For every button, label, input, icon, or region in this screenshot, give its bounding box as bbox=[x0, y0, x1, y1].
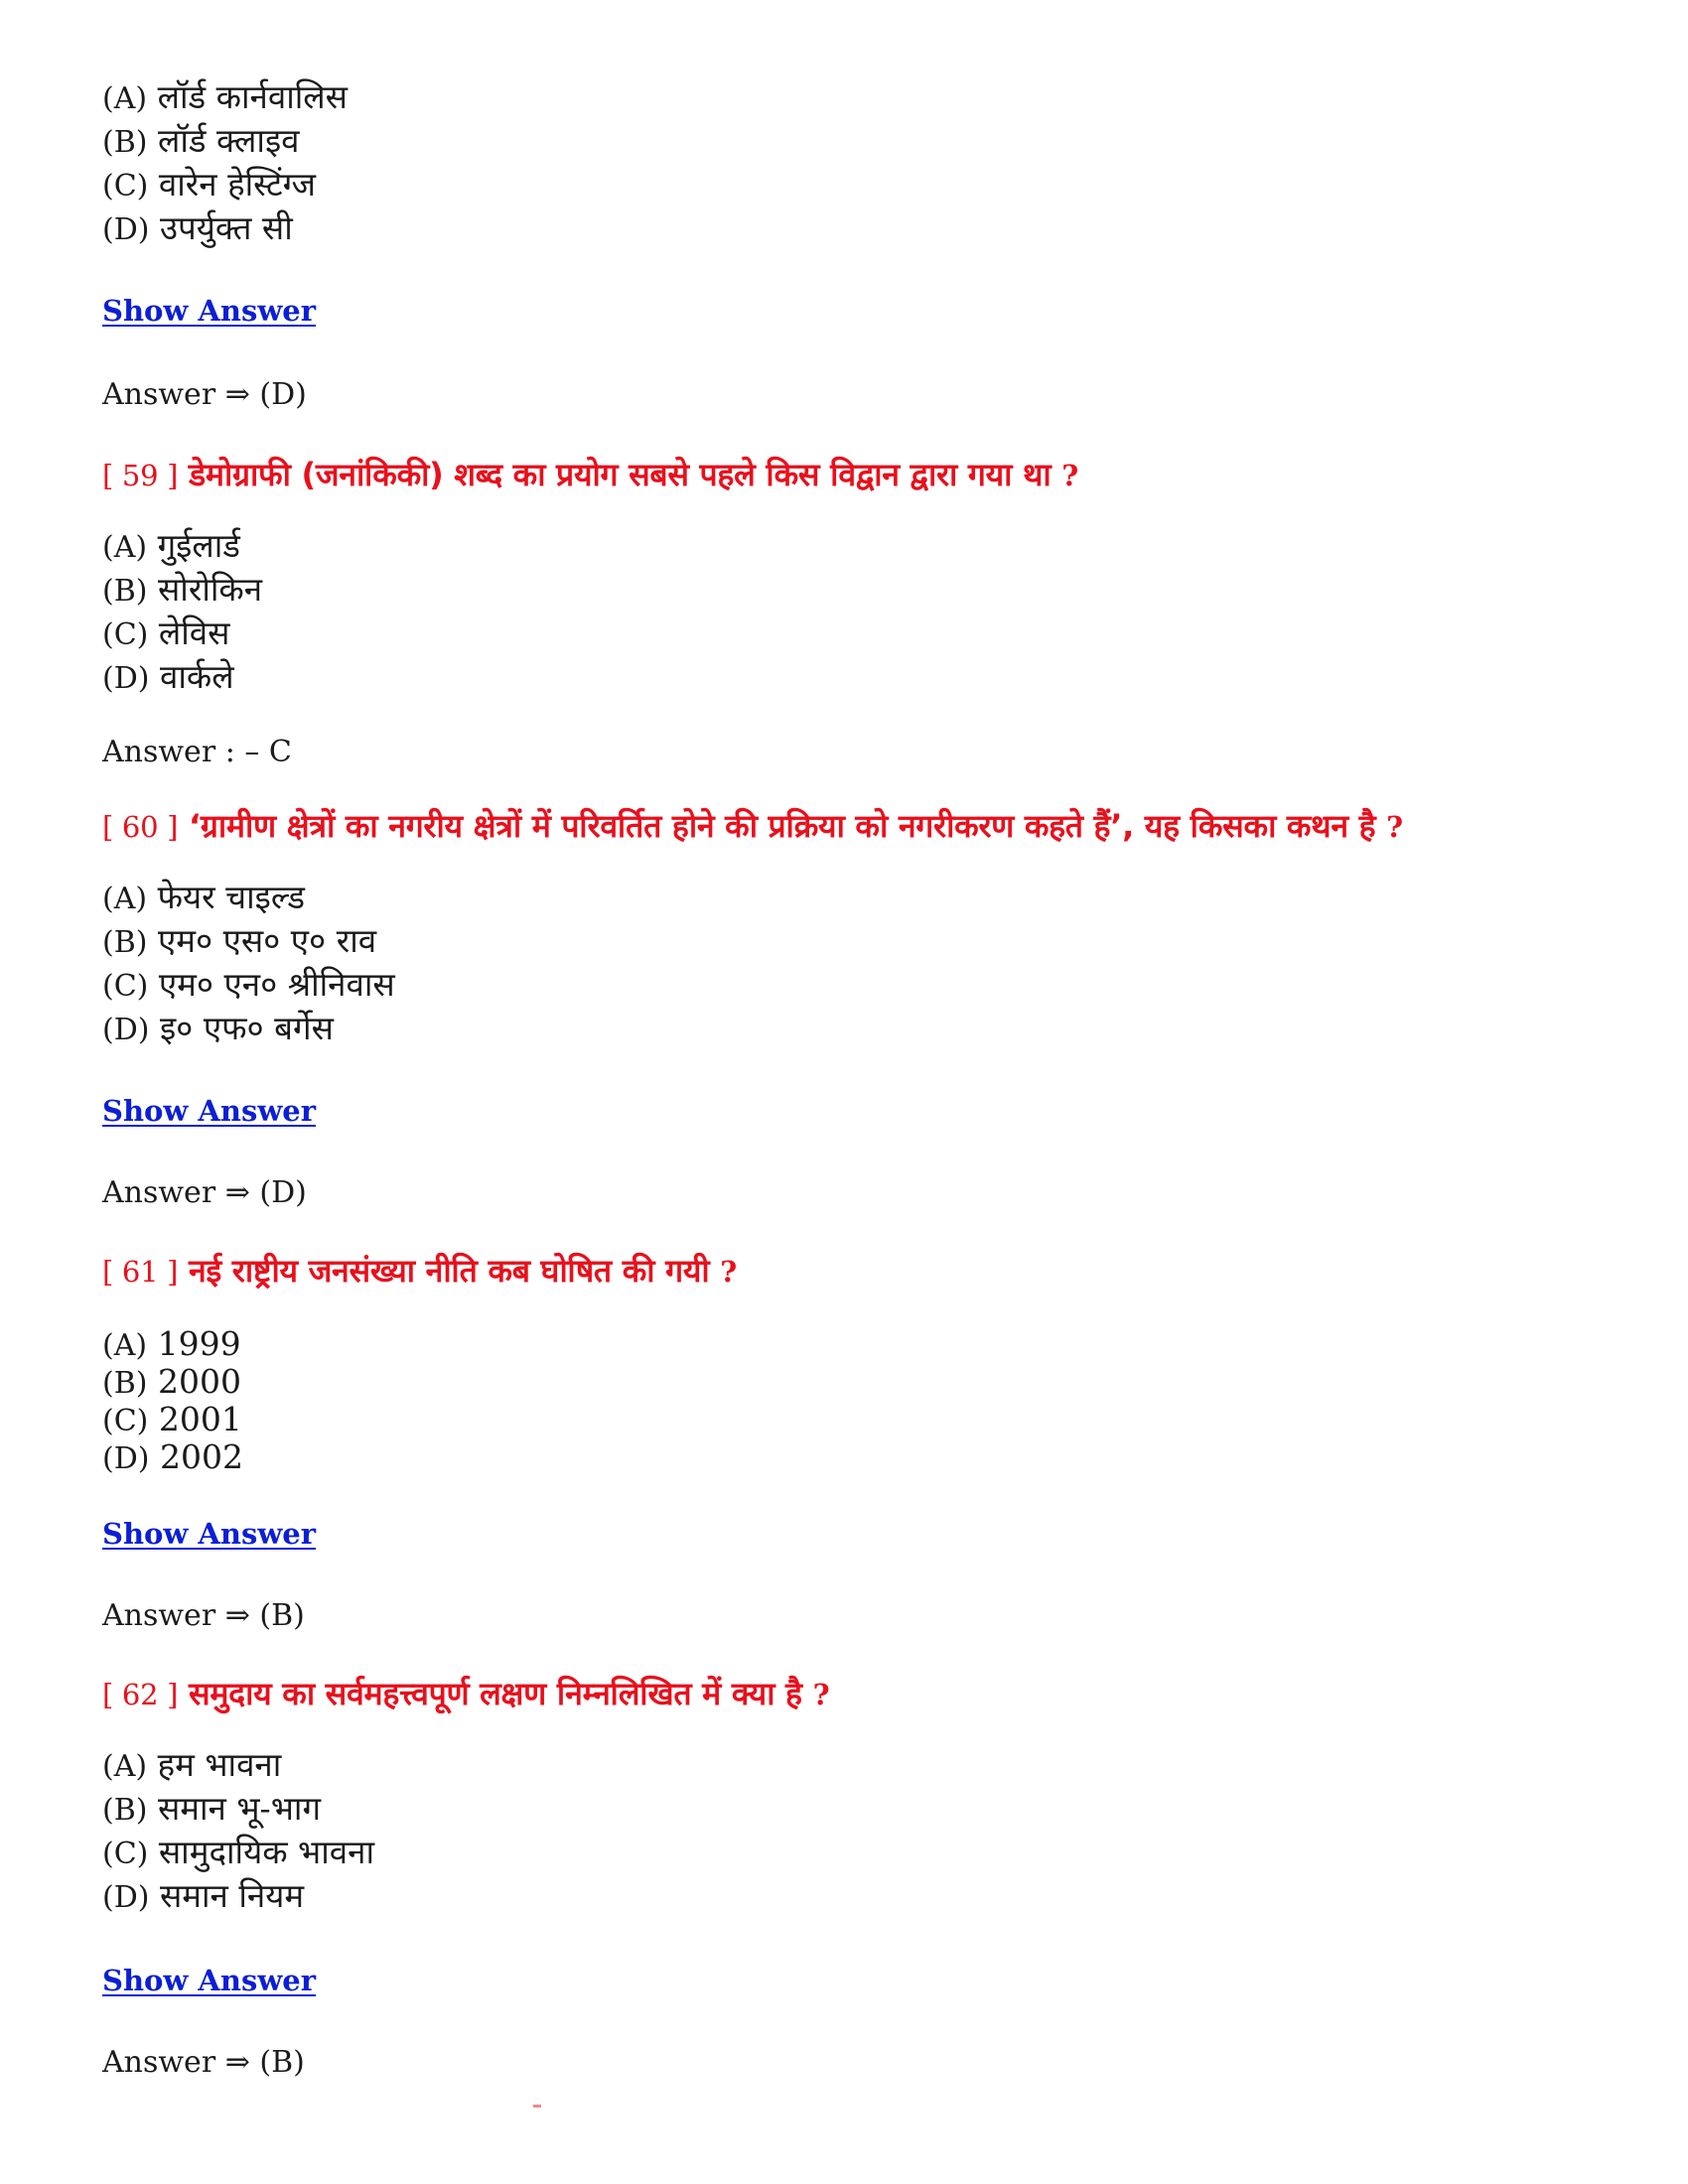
option-b: (B) समान भू-भाग bbox=[102, 1789, 322, 1828]
option-d: (D) 2002 bbox=[102, 1437, 243, 1476]
option-c: (C) लेविस bbox=[102, 614, 230, 652]
option-a: (A) गुईलार्ड bbox=[102, 526, 240, 565]
option-b: (B) 2000 bbox=[102, 1362, 241, 1401]
option-a: (A) 1999 bbox=[102, 1324, 241, 1363]
show-answer-link[interactable]: Show Answer bbox=[102, 1964, 317, 1997]
option-d: (D) समान नियम bbox=[102, 1876, 305, 1915]
option-b: (B) एम० एस० ए० राव bbox=[102, 921, 377, 960]
option-d: (D) इ० एफ० बर्गेस bbox=[102, 1009, 334, 1047]
option-a: (A) हम भावना bbox=[102, 1745, 282, 1784]
show-answer-link[interactable]: Show Answer bbox=[102, 1517, 317, 1551]
option-c: (C) एम० एन० श्रीनिवास bbox=[102, 965, 395, 1004]
question-59: [ 59 ] डेमोग्राफी (जनांकिकी) शब्द का प्रयोग सबसे पहले किस विद्वान द्वारा गया था ? bbox=[102, 456, 1078, 493]
stray-mark bbox=[533, 2105, 541, 2108]
option-c: (C) सामुदायिक भावना bbox=[102, 1833, 375, 1871]
answer-text: Answer ⇒ (D) bbox=[102, 377, 307, 412]
option-a: (A) फेयर चाइल्ड bbox=[102, 878, 306, 916]
answer-text: Answer ⇒ (B) bbox=[102, 2045, 305, 2080]
question-62: [ 62 ] समुदाय का सर्वमहत्त्वपूर्ण लक्षण निम्नलिखित में क्या है ? bbox=[102, 1675, 830, 1712]
option-c: (C) वारेन हेस्टिंग्ज bbox=[102, 165, 317, 204]
answer-text: Answer : – C bbox=[102, 735, 292, 769]
option-a: (A) लॉर्ड कार्नवालिस bbox=[102, 77, 348, 116]
question-61: [ 61 ] नई राष्ट्रीय जनसंख्या नीति कब घोषित की गयी ? bbox=[102, 1252, 737, 1290]
option-b: (B) सोरोकिन bbox=[102, 570, 263, 609]
option-b: (B) लॉर्ड क्लाइव bbox=[102, 121, 300, 160]
option-d: (D) उपर्युक्त सी bbox=[102, 208, 293, 247]
show-answer-link[interactable]: Show Answer bbox=[102, 294, 317, 328]
option-c: (C) 2001 bbox=[102, 1400, 242, 1438]
show-answer-link[interactable]: Show Answer bbox=[102, 1094, 317, 1128]
option-d: (D) वार्कले bbox=[102, 657, 234, 696]
question-60: [ 60 ] ‘ग्रामीण क्षेत्रों का नगरीय क्षेत्रों में परिवर्तित होने की प्रक्रिया को नगरीकरण कहते हैं’, यह किसका कथन है ? bbox=[102, 807, 1403, 845]
answer-text: Answer ⇒ (D) bbox=[102, 1175, 307, 1210]
answer-text: Answer ⇒ (B) bbox=[102, 1598, 305, 1633]
